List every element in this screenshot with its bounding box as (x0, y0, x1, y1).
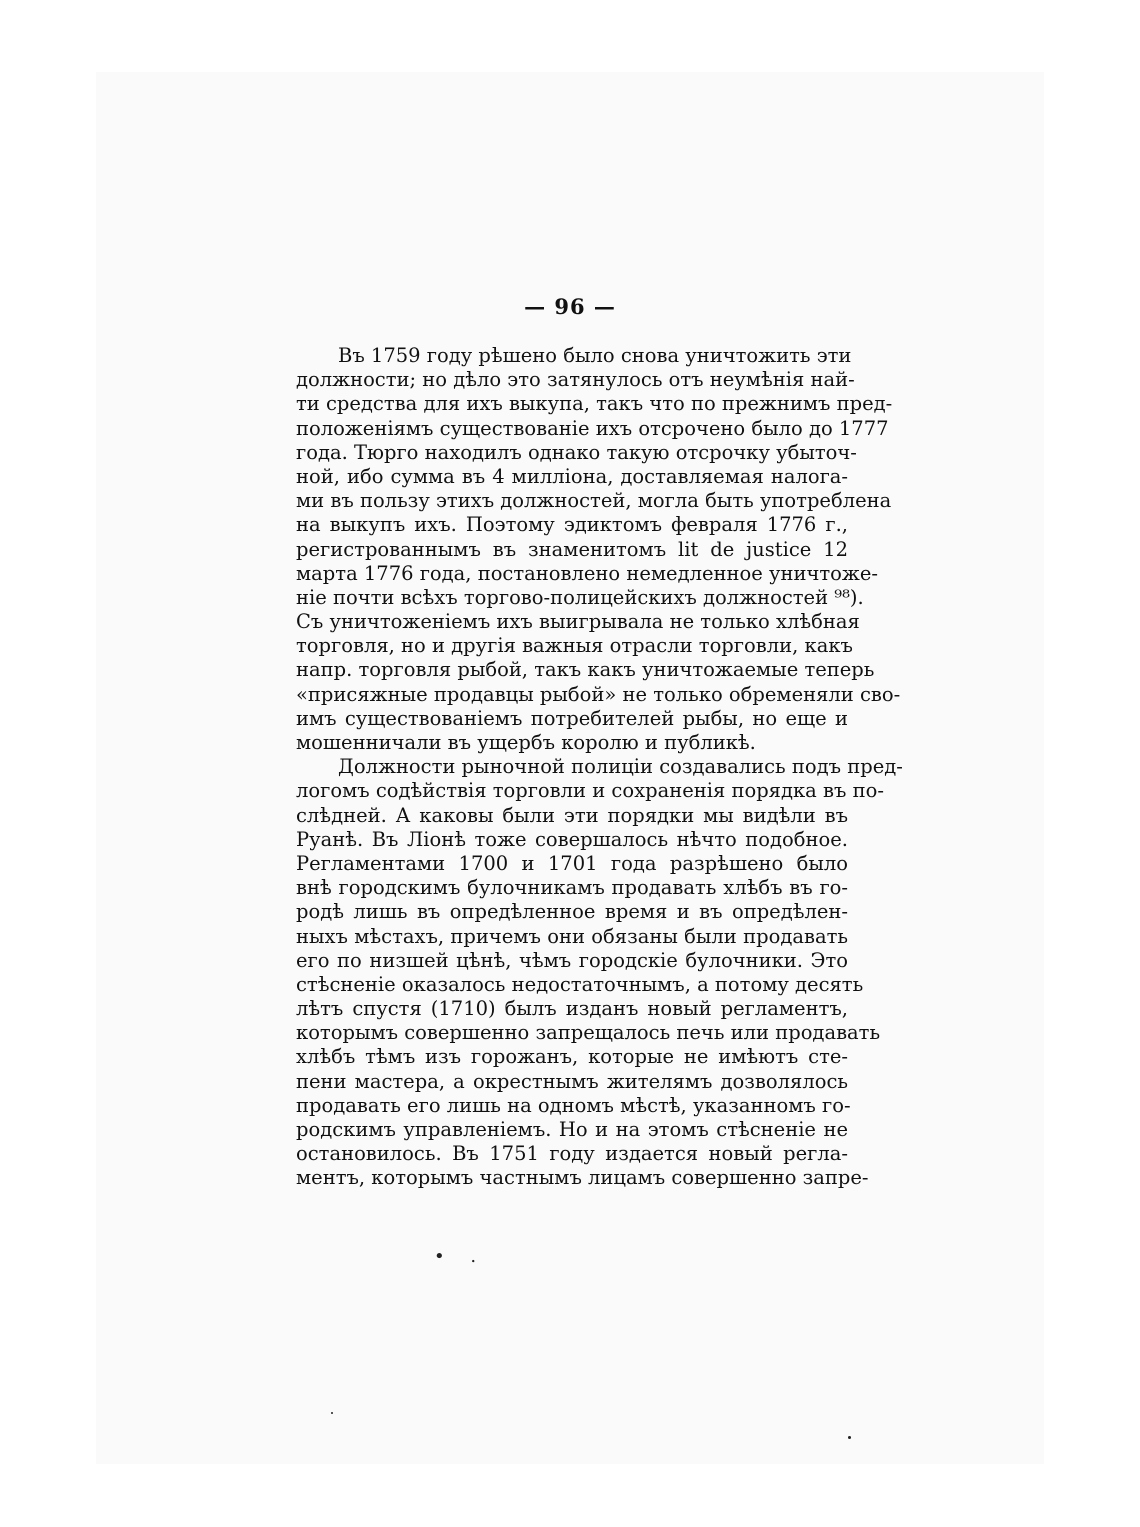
text-line: ніе почти всѣхъ торгово-полицейскихъ должностей ⁹⁸). (296, 585, 864, 609)
text-line: родѣ лишь въ опредѣленное время и въ опредѣлен- (296, 900, 848, 924)
text-line: ной, ибо сумма въ 4 милліона, доставляемая налога- (296, 464, 848, 488)
text-line: которымъ совершенно запрещалось печь или продавать (296, 1021, 881, 1045)
text-line: лѣтъ спустя (1710) былъ изданъ новый регламентъ, (296, 997, 848, 1021)
body-text (296, 344, 903, 1191)
text-line: внѣ городскимъ булочникамъ продавать хлѣбъ въ го- (296, 876, 848, 900)
scan-speck (331, 1412, 333, 1414)
text-line: «присяжные продавцы рыбой» не только обременяли сво- (296, 682, 901, 706)
text-line: должности; но дѣло это затянулось отъ неумѣнія най- (296, 368, 855, 392)
text-line: его по низшей цѣнѣ, чѣмъ городскіе булочники. Это (296, 948, 848, 972)
text-line: регистрованнымъ въ знаменитомъ lit de justice 12 (296, 537, 848, 561)
text-line: ныхъ мѣстахъ, причемъ они обязаны были продавать (296, 924, 848, 948)
scan-speck (848, 1436, 851, 1439)
text-line: положеніямъ существованіе ихъ отсрочено было до 1777 (296, 416, 889, 440)
text-line: Регламентами 1700 и 1701 года разрѣшено было (296, 851, 848, 875)
text-line: напр. торговля рыбой, такъ какъ уничтожаемые теперь (296, 658, 875, 682)
text-line: слѣдней. А каковы были эти порядки мы видѣли въ (296, 803, 848, 827)
text-line: логомъ содѣйствія торговли и сохраненія порядка въ по- (296, 779, 884, 803)
text-line: марта 1776 года, постановлено немедленное уничтоже- (296, 561, 878, 585)
text-line: пени мастера, а окрестнымъ жителямъ дозволялось (296, 1069, 848, 1093)
text-line: торговля, но и другія важныя отрасли торговли, какъ (296, 634, 853, 658)
text-line: года. Тюрго находилъ однако такую отсрочку убыточ- (296, 440, 857, 464)
text-line: имъ существованіемъ потребителей рыбы, но еще и (296, 706, 848, 730)
text-line: ментъ, которымъ частнымъ лицамъ совершенно запре- (296, 1166, 869, 1190)
text-line: родскимъ управленіемъ. Но и на этомъ стѣсненіе не (296, 1118, 848, 1141)
text-line: остановилось. Въ 1751 году издается новый регла- (296, 1142, 848, 1166)
text-line: стѣсненіе оказалось недостаточнымъ, а потому десять (296, 972, 864, 996)
page-number: — 96 — (524, 294, 616, 319)
text-line: продавать его лишь на одномъ мѣстѣ, указанномъ го- (296, 1093, 851, 1117)
text-line: Въ 1759 году рѣшено было снова уничтожить эти (338, 344, 852, 367)
text-line: ми въ пользу этихъ должностей, могла быть употреблена (296, 489, 892, 513)
paragraph (296, 344, 901, 755)
text-line: хлѣбъ тѣмъ изъ горожанъ, которые не имѣютъ сте- (296, 1045, 848, 1069)
paragraph (296, 755, 903, 1190)
text-line: на выкупъ ихъ. Поэтому эдиктомъ февраля 1776 г., (296, 513, 848, 537)
text-line: Должности рыночной полиціи создавались подъ пред- (338, 755, 903, 779)
text-line: Съ уничтоженіемъ ихъ выигрывала не только хлѣбная (296, 610, 860, 634)
text-line: мошенничали въ ущербъ королю и публикѣ. (296, 731, 756, 754)
stray-marks: • . (434, 1246, 487, 1267)
text-line: Руанѣ. Въ Ліонѣ тоже совершалось нѣчто подобное. (296, 827, 848, 851)
text-line: ти средства для ихъ выкупа, такъ что по прежнимъ пред- (296, 392, 893, 416)
